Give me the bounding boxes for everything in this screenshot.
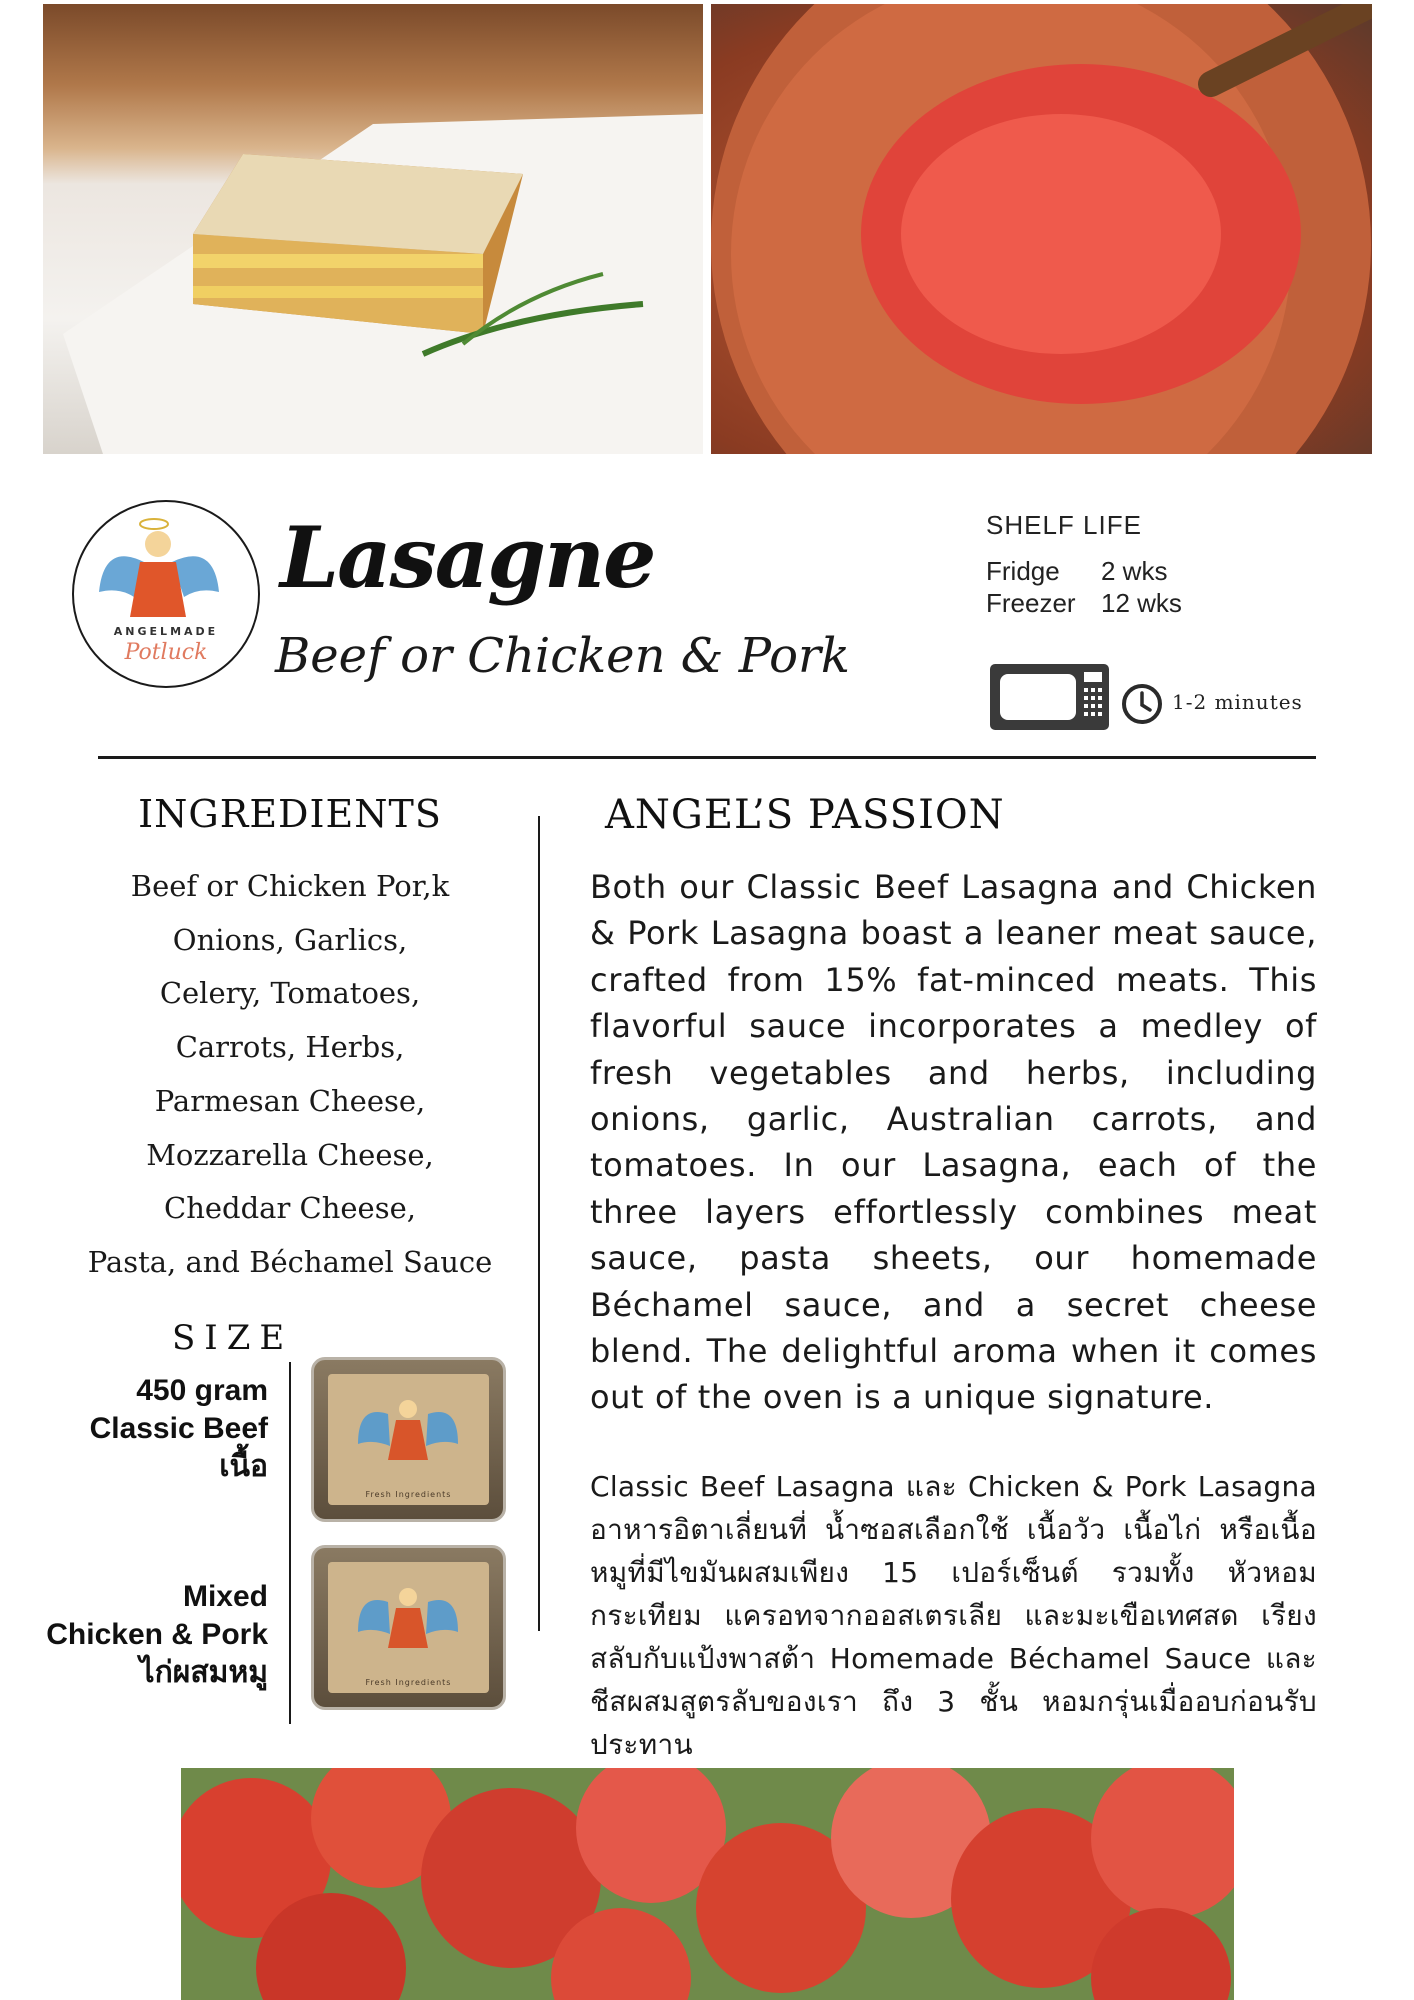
ingredients-list (80, 860, 500, 1290)
shelf-life-title: SHELF LIFE (986, 510, 1142, 540)
logo-script-text: Potluck (124, 640, 208, 665)
dish-variant: Beef or Chicken & Pork (275, 628, 851, 684)
clock-icon (1121, 683, 1163, 725)
logo-brand-name: ANGELMADE (113, 625, 219, 638)
passion-description-thai: Classic Beef Lasagna และ Chicken & Pork Lasagna อาหารอิตาเลี่ยนที่ น้ำซอสเลือกใช้ เนื้อวัว เนื้อไก่ หรือเนื้อหมูที่มีไขมันผสมเพียง 15 เปอร์เซ็นต์ รวมทั้ง หัวหอม กระเทียม แครอทจากออสเตรเลีย และมะเขือเทศสด เรียงสลับกับแป้งพาสต้า Homemade Béchamel Sauce และชีสผสมสูตรลับของเรา ถึง 3 ชั้น หอมกรุ่นเมื่ออบก่อนรับประทาน (590, 1470, 1317, 1761)
fridge-label: Fridge (986, 556, 1060, 586)
product-tag: Fresh Ingredients (365, 1490, 452, 1499)
angel-icon (328, 1374, 489, 1505)
ingredient-line: Beef or Chicken Por,k (130, 869, 450, 903)
passion-heading: ANGEL’S PASSION (605, 792, 1005, 838)
ingredient-line: Onions, Garlics, (172, 922, 408, 957)
size-option-classic-beef (90, 1372, 268, 1486)
ingredient-line: Pasta, and Béchamel Sauce (87, 1244, 493, 1279)
ingredient-line: Cheddar Cheese, (164, 1191, 416, 1226)
ingredients-heading: INGREDIENTS (138, 792, 442, 836)
size-heading: SIZE (172, 1318, 294, 1358)
header-divider (98, 756, 1316, 759)
angel-icon (328, 1562, 489, 1693)
size-weight: 450 gram (136, 1374, 268, 1407)
ingredient-line: Mozzarella Cheese, (146, 1137, 434, 1172)
shelf-life-freezer-row (986, 587, 1182, 619)
lasagne-photo (43, 4, 703, 454)
shelf-life-fridge-row (986, 555, 1182, 587)
product-tag: Fresh Ingredients (365, 1678, 452, 1687)
freezer-label: Freezer (986, 588, 1076, 618)
brand-logo (72, 500, 260, 688)
product-tray-classic-beef (311, 1357, 506, 1522)
size-option-chicken-pork (46, 1578, 268, 1692)
fridge-value: 2 wks (1101, 556, 1168, 586)
passion-description-english: Both our Classic Beef Lasagna and Chicken & Pork Lasagna boast a leaner meat sauce, crafted from 15% fat-minced meats. This flavorful sauce incorporates a medley of fresh vegetables and herbs, including onions, garlic, Australian carrots, and tomatoes. In our Lasagna, each of the three layers effortlessly combines meat sauce, pasta sheets, our homemade Béchamel sauce, and a secret cheese blend. The delightful aroma when it comes out of the oven is a unique signature. (590, 868, 1317, 1417)
freezer-value: 12 wks (1101, 588, 1182, 618)
ingredient-line: Parmesan Cheese, (154, 1083, 426, 1118)
microwave-icon (988, 662, 1111, 732)
shelf-life-block (986, 510, 1182, 619)
product-label (328, 1374, 489, 1505)
size-name-thai: ไก่ผสมหมู (139, 1656, 268, 1689)
reheat-time: 1-2 minutes (1172, 690, 1303, 714)
product-label (328, 1562, 489, 1693)
product-tray-chicken-pork (311, 1545, 506, 1710)
size-divider (289, 1362, 291, 1724)
size-type: Mixed (182, 1580, 268, 1613)
meat-sauce-photo (711, 4, 1372, 454)
size-name-thai: เนื้อ (219, 1450, 268, 1483)
size-name: Classic Beef (89, 1412, 268, 1445)
dish-title: Lasagne (280, 508, 655, 607)
size-name: Chicken & Pork (46, 1618, 268, 1651)
tomatoes-photo (181, 1768, 1234, 2000)
ingredient-line: Carrots, Herbs, (175, 1030, 405, 1065)
ingredient-line: Celery, Tomatoes, (159, 976, 421, 1011)
column-divider (538, 816, 540, 1631)
